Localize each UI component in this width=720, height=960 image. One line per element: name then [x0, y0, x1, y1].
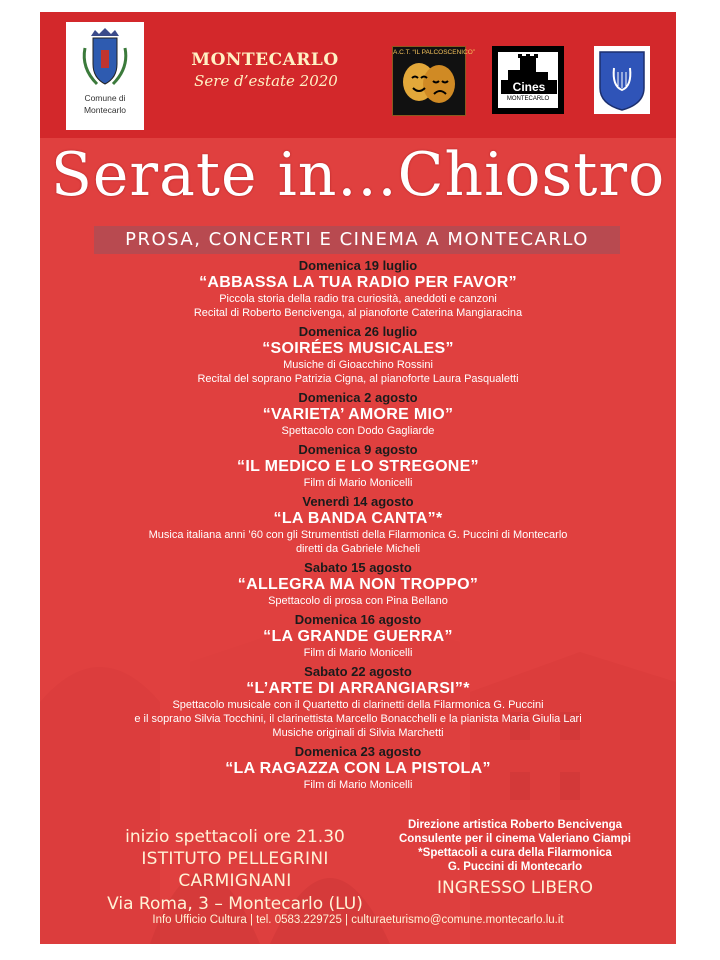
- event-item: [40, 560, 676, 608]
- event-description: Musiche di Gioacchino Rossini: [283, 359, 433, 371]
- event-title: “LA GRANDE GUERRA”: [263, 628, 453, 645]
- free-entry: INGRESSO LIBERO: [437, 878, 593, 898]
- event-date: Domenica 19 luglio: [298, 258, 418, 273]
- event-title: “ALLEGRA MA NON TROPPO”: [237, 576, 479, 593]
- event-description: Piccola storia della radio tra curiosità, aneddoti e canzoni: [219, 293, 497, 305]
- poster-title: Serate in...Chiostro: [50, 140, 666, 210]
- event-title: “LA RAGAZZA CON LA PISTOLA”: [225, 760, 491, 777]
- comune-logo: [66, 22, 144, 130]
- venue-name: ISTITUTO PELLEGRINI CARMIGNANI: [141, 849, 329, 891]
- comune-label: Comune di Montecarlo: [83, 93, 127, 115]
- theatre-masks-icon: [393, 56, 465, 110]
- event-title: “L’ARTE DI ARRANGIARSI”*: [246, 680, 470, 697]
- town-name: MONTECARLO: [191, 50, 339, 70]
- event-item: [40, 744, 676, 792]
- event-title: “ABBASSA LA TUA RADIO PER FAVOR”: [199, 274, 517, 291]
- event-title: “VARIETA’ AMORE MIO”: [262, 406, 454, 423]
- event-date: Domenica 9 agosto: [298, 442, 418, 457]
- event-item: [40, 494, 676, 556]
- event-description: Film di Mario Monicelli: [303, 477, 413, 489]
- poster: [40, 12, 676, 944]
- event-title: “SOIRÉES MUSICALES”: [262, 340, 454, 357]
- header-band: [40, 12, 676, 138]
- event-description: e il soprano Silvia Tocchini, il clarinettista Marcello Bonacchelli e la pianista Maria Giulia Lari: [134, 713, 582, 725]
- venue-address: Via Roma, 3 – Montecarlo (LU): [107, 894, 363, 914]
- event-date: Sabato 22 agosto: [304, 664, 412, 679]
- palcoscenico-logo: [392, 46, 475, 116]
- event-date: Domenica 16 agosto: [294, 612, 422, 627]
- event-item: [40, 612, 676, 660]
- event-item: [40, 258, 676, 320]
- town-crest-icon: [77, 28, 133, 92]
- event-description: Spettacolo musicale con il Quartetto di clarinetti della Filarmonica G. Puccini: [172, 699, 544, 711]
- contact-footer: Info Ufficio Cultura | tel. 0583.229725 | culturaeturismo@comune.montecarlo.lu.it: [152, 914, 564, 926]
- cines-label: Cines: [501, 80, 557, 94]
- event-description: diretti da Gabriele Micheli: [295, 543, 421, 555]
- event-title: “IL MEDICO E LO STREGONE”: [237, 458, 479, 475]
- event-description: Recital del soprano Patrizia Cigna, al pianoforte Laura Pasqualetti: [197, 373, 519, 385]
- filarmonica-logo: [594, 46, 650, 114]
- event-description: Recital di Roberto Bencivenga, al pianoforte Caterina Mangiaracina: [193, 307, 523, 319]
- event-description: Film di Mario Monicelli: [303, 647, 413, 659]
- event-item: [40, 664, 676, 740]
- credits-info: [388, 818, 642, 902]
- cines-sublabel: MONTECARLO: [506, 96, 550, 102]
- start-time: inizio spettacoli ore 21.30: [125, 827, 345, 847]
- event-item: [40, 324, 676, 386]
- cines-logo: [492, 46, 564, 114]
- event-list: [40, 258, 676, 796]
- cinema-consultant: Consulente per il cinema Valeriano Ciampi: [399, 833, 631, 845]
- palcoscenico-label: A.C.T. “IL PALCOSCENICO”: [393, 49, 475, 56]
- event-description: Musiche originali di Silvia Marchetti: [272, 727, 444, 739]
- event-date: Domenica 23 agosto: [294, 744, 422, 759]
- event-description: Film di Mario Monicelli: [303, 779, 413, 791]
- event-description: Musica italiana anni ’60 con gli Strumentisti della Filarmonica G. Puccini di Montecarlo: [148, 529, 568, 541]
- event-date: Domenica 2 agosto: [298, 390, 418, 405]
- event-item: [40, 390, 676, 438]
- event-description: Spettacolo di prosa con Pina Bellano: [268, 595, 448, 607]
- artistic-direction: Direzione artistica Roberto Bencivenga: [407, 819, 623, 831]
- event-date: Venerdì 14 agosto: [302, 494, 414, 509]
- curated-by-line-2: G. Puccini di Montecarlo: [447, 861, 583, 873]
- event-date: Sabato 15 agosto: [304, 560, 412, 575]
- event-date: Domenica 26 luglio: [298, 324, 418, 339]
- venue-info: [100, 826, 370, 916]
- event-title: “LA BANDA CANTA”*: [273, 510, 443, 527]
- curated-by-line-1: *Spettacoli a cura della Filarmonica: [418, 847, 612, 859]
- lyre-badge-icon: [594, 46, 650, 114]
- season-label: Sere d’estate 2020: [194, 72, 338, 90]
- event-description: Spettacolo con Dodo Gagliarde: [281, 425, 435, 437]
- poster-subtitle: PROSA, CONCERTI E CINEMA A MONTECARLO: [125, 229, 589, 250]
- event-item: [40, 442, 676, 490]
